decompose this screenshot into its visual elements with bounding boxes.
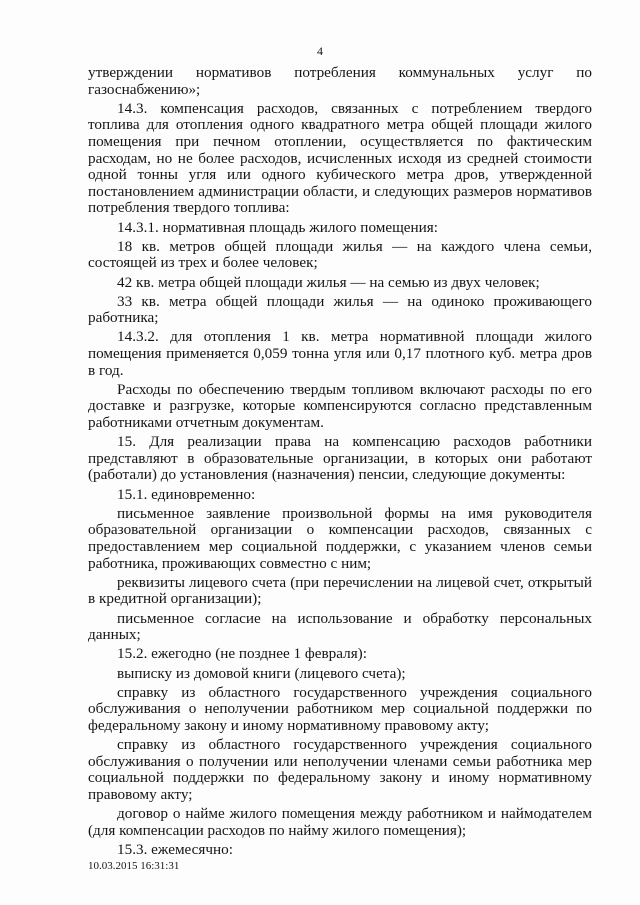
paragraph-14-3-1: 14.3.1. нормативная площадь жилого помещения: (117, 218, 438, 236)
paragraph-norm-42: 42 кв. метра общей площади жилья — на семью из двух человек; (117, 273, 540, 291)
paragraph-14-3-2: 14.3.2. для отопления 1 кв. метра нормативной площади жилого помещения применяется 0,059 тонна угля или 0,17 плотного куб. метра дров в год. (88, 328, 592, 379)
paragraph-norm-33: 33 кв. метра общей площади жилья — на одиноко проживающего работника; (88, 292, 592, 327)
paragraph-fuel-expenses: Расходы по обеспечению твердым топливом включают расходы по его доставке и разгрузке, которые компенсируются согласно представленным работниками отчетным документам. (88, 380, 592, 432)
paragraph-15: 15. Для реализации права на компенсацию расходов работники представляют в образовательные организации, в которых они работают (работали) до установления (назначения) пенсии, следующие документы: (88, 433, 592, 484)
paragraph-account-details: реквизиты лицевого счета (при перечислении на лицевой счет, открытый в кредитной организации); (88, 573, 592, 608)
paragraph-14-3: 14.3. компенсация расходов, связанных с потреблением твердого топлива для отопления одного квадратного метра общей площади жилого помещения при печном отоплении, осуществляется по фактическим расходам, но не более расходов, исчисленных исходя из средней стоимости одной тонны угля или одного кубического метра дров, утвержденной постановлением администрации области, и следующих размеров нормативов потребления твердого топлива: (88, 99, 592, 217)
paragraph-15-1: 15.1. единовременно: (117, 485, 256, 503)
paragraph-15-2: 15.2. ежегодно (не позднее 1 февраля): (117, 645, 367, 663)
paragraph-certificate-worker: справку из областного государственного учреждения социального обслуживания о неполучении работником мер социальной поддержки по федеральному закону и иному нормативному правовому акту; (88, 683, 592, 734)
footer-timestamp: 10.03.2015 16:31:31 (88, 860, 180, 872)
paragraph-continuation: утверждении нормативов потребления коммунальных услуг по газоснабжению»; (88, 64, 592, 98)
paragraph-lease-contract: договор о найме жилого помещения между работником и наймодателем (для компенсации расходов по найму жилого помещения); (88, 805, 592, 839)
paragraph-house-book: выписку из домовой книги (лицевого счета); (117, 664, 406, 682)
paragraph-15-3: 15.3. ежемесячно: (117, 840, 233, 858)
document-body (88, 65, 592, 861)
paragraph-application: письменное заявление произвольной формы на имя руководителя образовательной организации о компенсации расходов, связанных с предоставлением мер социальной поддержки, с указанием членов семьи работника, проживающих совместно с ним; (88, 504, 592, 572)
paragraph-certificate-family: справку из областного государственного учреждения социального обслуживания о получении или неполучении членами семьи работника мер социальной поддержки по федеральному закону и иному нормативному правовому акту; (88, 736, 592, 803)
paragraph-consent: письменное согласие на использование и обработку персональных данных; (88, 609, 592, 644)
paragraph-norm-18: 18 кв. метров общей площади жилья — на каждого члена семьи, состоящей из трех и более человек; (88, 237, 592, 272)
page-number: 4 (317, 44, 323, 58)
